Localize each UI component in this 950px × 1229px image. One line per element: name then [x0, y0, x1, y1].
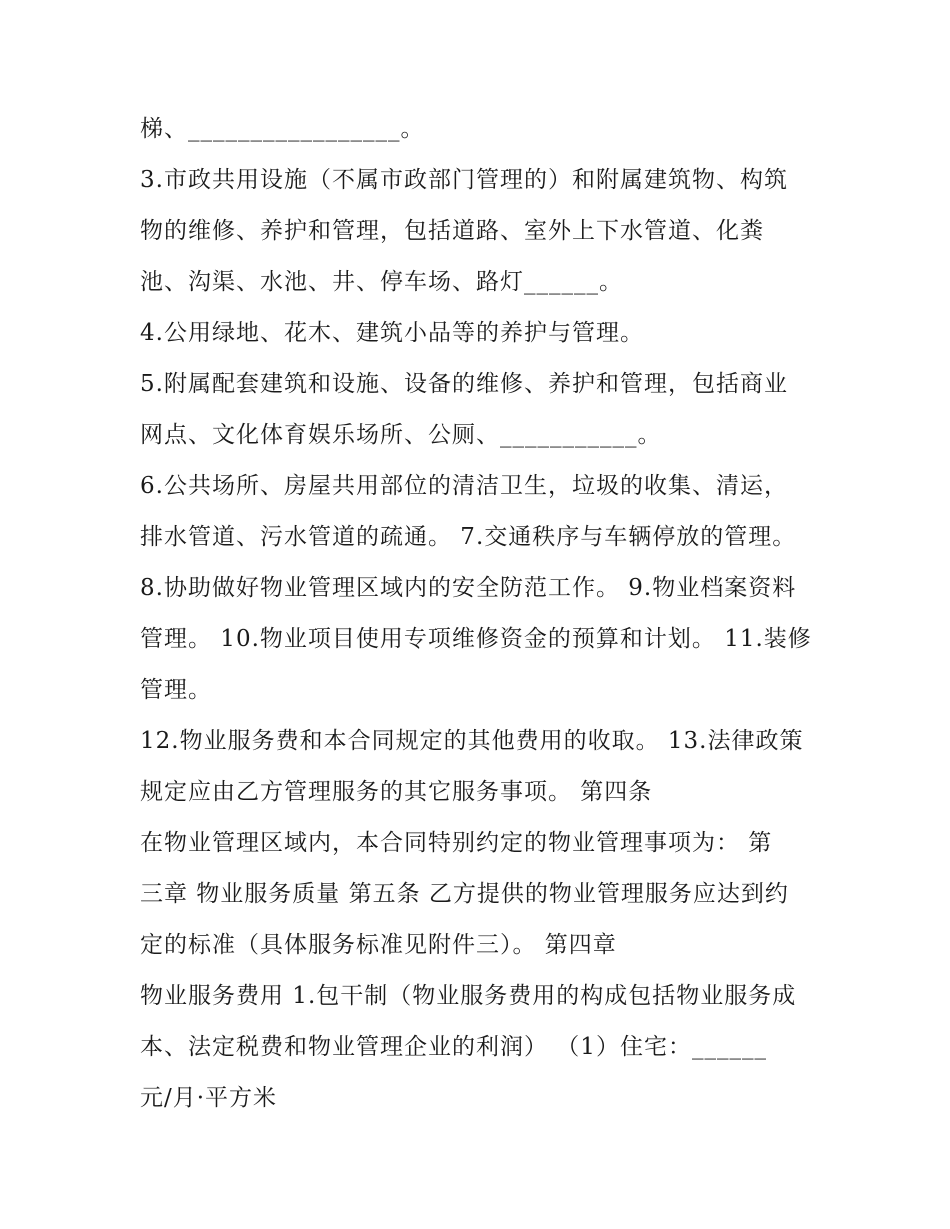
text-line: 物业服务费用 1.包干制（物业服务费用的构成包括物业服务成	[140, 983, 797, 1009]
text-line: 管理。	[140, 677, 212, 703]
text-line: 梯、_________________。	[140, 116, 425, 142]
text-line: 三章 物业服务质量 第五条 乙方提供的物业管理服务应达到约	[140, 881, 789, 907]
contract-text-body	[140, 104, 830, 1124]
text-line: 定的标准（具体服务标准见附件三）。 第四章	[140, 932, 617, 958]
text-line: 6.公共场所、房屋共用部位的清洁卫生，垃圾的收集、清运，	[140, 473, 788, 499]
text-line: 网点、文化体育娱乐场所、公厕、___________。	[140, 422, 662, 448]
text-line: 排水管道、污水管道的疏通。 7.交通秩序与车辆停放的管理。	[140, 524, 797, 550]
text-line: 在物业管理区域内，本合同特别约定的物业管理事项为： 第	[140, 830, 773, 856]
text-line: 8.协助做好物业管理区域内的安全防范工作。 9.物业档案资料	[140, 575, 797, 601]
text-line: 4.公用绿地、花木、建筑小品等的养护与管理。	[140, 320, 644, 346]
text-line: 物的维修、养护和管理，包括道路、室外上下水管道、化粪	[140, 218, 764, 244]
text-line: 5.附属配套建筑和设施、设备的维修、养护和管理，包括商业	[140, 371, 788, 397]
text-line: 池、沟渠、水池、井、停车场、路灯______。	[140, 269, 623, 295]
text-line: 规定应由乙方管理服务的其它服务事项。 第四条	[140, 779, 653, 805]
text-line: 3.市政共用设施（不属市政部门管理的）和附属建筑物、构筑	[140, 167, 788, 193]
text-line: 元/月·平方米	[140, 1085, 278, 1111]
text-line: 12.物业服务费和本合同规定的其他费用的收取。 13.法律政策	[140, 728, 804, 754]
text-line: 管理。 10.物业项目使用专项维修资金的预算和计划。 11.装修	[140, 626, 812, 652]
text-line: 本、法定税费和物业管理企业的利润） （1）住宅：______	[140, 1034, 767, 1060]
